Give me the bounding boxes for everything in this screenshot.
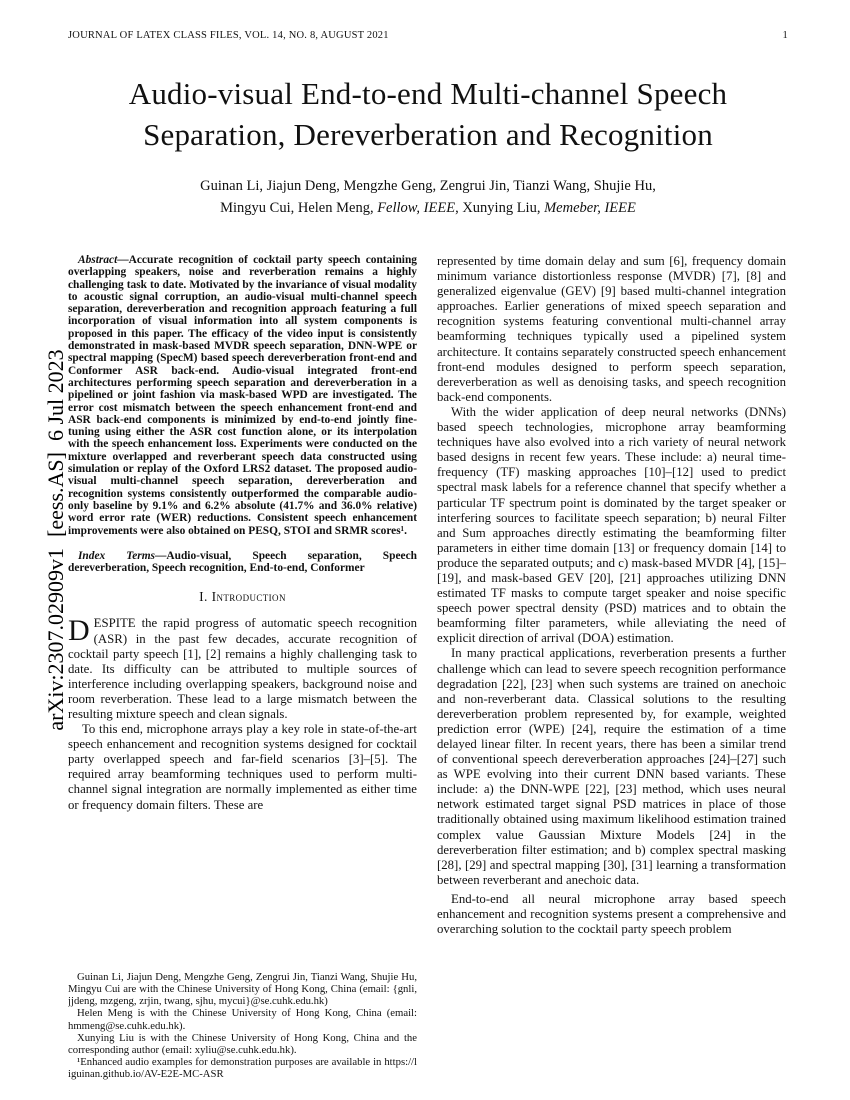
abstract-label: Abstract xyxy=(78,254,118,266)
section-heading-introduction: I. Introduction xyxy=(199,589,286,605)
index-terms xyxy=(68,550,417,575)
abstract-text: —Accurate recognition of cocktail party speech containing overlapping speakers, noise and reverberation remains a highly challenging task to date. Motivated by the invariance of visual modality to acoustic signal corruption, an audio-visual multi-channel speech separation, dereverberation and recognition approach featuring a full incorporation of visual information into all system components is proposed in this paper. The efficacy of the video input is consistently demonstrated in mask-based MVDR speech separation, DNN-WPE or spectral mapping (SpecM) based speech dereverberation front-end and Conformer ASR back-end. Audio-visual integrated front-end architectures performing speech separation and dereverberation in a pipelined or joint fashion via mask-based WPD are investigated. The error cost mismatch between the speech enhancement front-end and ASR back-end components is minimized by end-to-end jointly fine-tuning using either the ASR cost function alone, or its interpolation with the speech enhancement loss. Experiments were conducted on the mixture overlapped and reverberant speech data constructed using simulation or replay of the Oxford LRS2 dataset. The proposed audio-visual multi-channel speech separation, dereverberation and recognition systems consistently outperformed the comparable audio-only baseline by 9.1% and 6.2% absolute (41.7% and 36.0% relative) word error rate (WER) reductions. Consistent speech enhancement improvements were also obtained on PESQ, STOI and SRMR scores¹. xyxy=(68,254,417,537)
drop-cap: D xyxy=(68,614,90,648)
paper-title-line1: Audio-visual End-to-end Multi-channel Speech xyxy=(128,76,728,111)
two-column-body xyxy=(68,254,786,1080)
author-line-2 xyxy=(68,198,788,220)
intro-paragraph-1 xyxy=(68,616,417,722)
paper-title xyxy=(68,74,788,156)
footnote-affiliation-1: Guinan Li, Jiajun Deng, Mengzhe Geng, Zengrui Jin, Tianzi Wang, Shujie Hu, Mingyu Cui are with the Chinese University of Hong Kong, China (email: {gnli, jjdeng, mzgeng, zrjin, twang, sjhu, mycui}@se.cuhk.edu.hk) xyxy=(68,971,417,1008)
author-names: Mingyu Cui, Helen Meng, xyxy=(220,199,378,216)
page-number: 1 xyxy=(782,30,788,41)
index-terms-text: —Audio-visual, Speech separation, Speech dereverberation, Speech recognition, End-to-end, Conformer xyxy=(68,549,417,575)
footnote-affiliation-2: Helen Meng is with the Chinese University of Hong Kong, China (email: hmmeng@se.cuhk.edu.hk). xyxy=(68,1007,417,1032)
footnote-affiliation-3: Xunying Liu is with the Chinese University of Hong Kong, China and the corresponding author (email: xyliu@se.cuhk.edu.hk). xyxy=(68,1031,417,1056)
right-column xyxy=(437,254,786,1080)
page-header xyxy=(68,30,788,41)
author-line-1 xyxy=(68,176,788,198)
footnote-demo-text: ¹Enhanced audio examples for demonstration purposes are available in xyxy=(77,1055,385,1068)
right-paragraph-2: With the wider application of deep neural networks (DNNs) based speech technologies, microphone array beamforming techniques have also evolved into a rich variety of neural network based designs in recent few years. These include: a) neural time-frequency (TF) masking approaches [10]–[12] used to predict spectral mask labels for a reference channel that specify whether a particular TF spectrum point is dominated by the target speaker or interfering sources to facilitate speech separation; b) neural Filter and Sum approaches directly estimating the beamforming filter parameters in either time domain [13] or frequency domain [14] to produce the separated outputs; and c) mask-based MVDR [4], [15]–[19], and mask-based GEV [20], [21] approaches utilizing DNN estimated TF masks to compute target speaker and noise specific speech power spectral density (PSD) matrices and to obtain the beamforming filter parameters, while alleviating the need of explicit direction of arrival (DOA) estimation. xyxy=(437,404,786,646)
author-honorific: Memeber, IEEE xyxy=(544,199,636,216)
intro-paragraph-1-text: ESPITE the rapid progress of automatic speech recognition (ASR) in the past few decades, accurate recognition of cocktail party speech [1], [2] remains a highly challenging task to date. Its difficulty can be attributed to multiple sources of interference including overlapping speakers, background noise and room reverberation. These lead to a large mismatch between the resulting mixture speech and clean signals. xyxy=(68,616,417,721)
intro-paragraph-2: To this end, microphone arrays play a key role in state-of-the-art speech enhancement and recognition systems designed for cocktail party overlapped speech and far-field scenarios [3]–[5]. The required array beamforming techniques used to perform multi-channel signal integration are normally implemented as either time or frequency domain filters. These are xyxy=(68,722,417,812)
author-honorific: Fellow, IEEE xyxy=(377,199,456,216)
author-names: , Xunying Liu, xyxy=(455,199,545,216)
right-paragraph-3: In many practical applications, reverberation presents a further challenge which can lead to severe speech recognition performance degradation [22], [23] when such systems are trained on anechoic and non-reverberant data. Classical solutions to the resulting dereverberation problem represented by, for example, weighted prediction error (WPE) [24], require the estimation of a time delayed linear filter. In recent years, there has been a similar trend of conventional speech dereverberation approaches [24]–[27] such as WPE evolving into their current DNN based variants. These include: a) the DNN-WPE [22], [23] method, which uses neural network estimated target signal PSD matrices in place of those traditionally obtained using maximum likelihood estimation trained complex value Gaussian Mixture Models [24] in the dereverberation filter estimation; and b) complex spectral masking [28], [29] and spectral mapping [30], [31] learning a transformation between reverberant and anechoic data. xyxy=(437,646,786,887)
right-paragraph-1: represented by time domain delay and sum [6], frequency domain minimum variance distortionless response (MVDR) [7], [8] and generalized eigenvalue (GEV) [9] based multi-channel integration approaches. Earlier generations of mixed speech separation and recognition systems featuring conventional multi-channel array beamforming techniques typically used a pipelined system architecture. It contains separately constructed speech enhancement front-end modules designed to perform speech separation, dereverberation as well as denoising tasks, and speech recognition back-end components. xyxy=(437,254,786,404)
footnote-demo xyxy=(68,1056,417,1080)
right-paragraph-4: End-to-end all neural microphone array based speech enhancement and recognition systems present a comprehensive and overarching solution to the cocktail party speech problem xyxy=(437,891,786,937)
author-names: Guinan Li, Jiajun Deng, Mengzhe Geng, Zengrui Jin, Tianzi Wang, Shujie Hu, xyxy=(200,177,656,194)
index-terms-label: Index Terms xyxy=(78,549,155,562)
journal-header: JOURNAL OF LATEX CLASS FILES, VOL. 14, NO. 8, AUGUST 2021 xyxy=(68,30,389,41)
paper-title-line2: Separation, Dereverberation and Recognition xyxy=(143,116,713,152)
footnotes xyxy=(68,971,417,1080)
arxiv-stamp xyxy=(17,281,68,821)
author-list xyxy=(68,176,788,220)
title-block xyxy=(68,74,788,219)
arxiv-stamp-text: arXiv:2307.02909v1 [eess.AS] 6 Jul 2023 xyxy=(43,349,68,731)
abstract xyxy=(68,254,417,537)
left-column xyxy=(68,254,417,1080)
demo-url-link[interactable]: https://liguinan.github.io/AV-E2E-MC-ASR xyxy=(68,1055,417,1080)
